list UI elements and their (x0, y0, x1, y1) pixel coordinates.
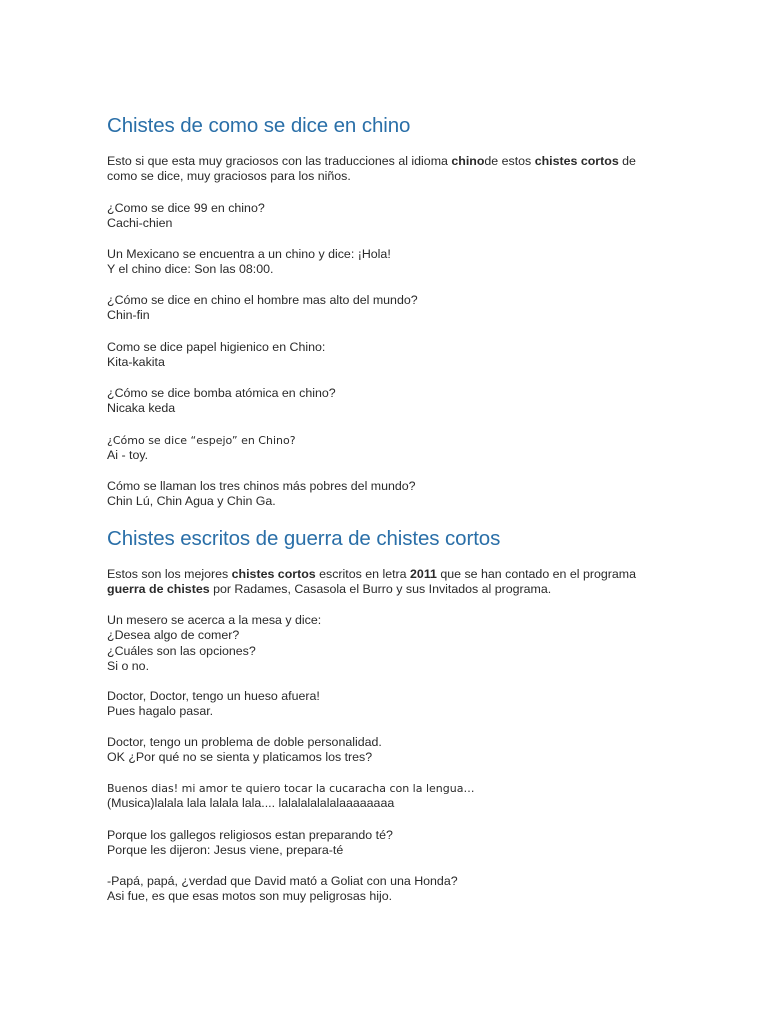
joke (107, 613, 667, 675)
joke-answer: Chin Lú, Chin Agua y Chin Ga. (107, 494, 276, 509)
joke (107, 689, 667, 720)
joke (107, 433, 667, 464)
joke-line: Asi fue, es que esas motos son muy peligrosas hijo. (107, 889, 393, 904)
joke-line: Porque les dijeron: Jesus viene, prepara-té (107, 843, 344, 858)
joke (107, 340, 667, 371)
joke-line: ¿Desea algo de comer? (107, 628, 240, 643)
joke-answer: Cachi-chien (107, 216, 173, 231)
joke (107, 247, 667, 278)
bold-term: chistes cortos (534, 154, 619, 168)
joke-line: Doctor, tengo un problema de doble personalidad. (107, 735, 382, 749)
intro-text: por Radames, Casasola el Burro y sus Invitados al programa. (209, 582, 552, 597)
joke-answer: Chin-fin (107, 308, 150, 323)
intro-text: escritos en letra (315, 567, 411, 581)
bold-term: guerra de chistes (107, 582, 210, 597)
joke-answer: Kita-kakita (107, 355, 165, 370)
joke-line: ¿Cuáles son las opciones? (107, 643, 256, 658)
joke (107, 386, 667, 417)
joke-answer: Nicaka keda (107, 401, 176, 416)
joke-line: Pues hagalo pasar. (107, 704, 214, 719)
joke-question: ¿Cómo se dice en chino el hombre mas alto del mundo? (107, 293, 418, 307)
joke-line: -Papá, papá, ¿verdad que David mató a Goliat con una Honda? (107, 874, 458, 888)
joke-line: Buenos dias! mi amor te quiero tocar la cucaracha con la lengua… (107, 782, 475, 795)
joke (107, 874, 667, 905)
bold-term: chistes cortos (231, 567, 316, 581)
intro-text: que se han contado en el programa (436, 567, 637, 581)
bold-term: chino (451, 154, 485, 168)
intro-paragraph (107, 154, 667, 185)
joke (107, 479, 667, 510)
joke-line: Si o no. (107, 659, 150, 674)
section-title: Chistes de como se dice en chino (107, 114, 411, 137)
joke-line: (Musica)lalala lala lalala lala.... lalalalalalalaaaaaaaa (107, 796, 395, 811)
joke-question: Como se dice papel higienico en Chino: (107, 340, 326, 354)
joke-answer: Y el chino dice: Son las 08:00. (107, 262, 274, 277)
joke-line: Un mesero se acerca a la mesa y dice: (107, 613, 322, 627)
intro-text: de como se dice, muy graciosos para los niños. (107, 154, 636, 184)
joke-question: Un Mexicano se encuentra a un chino y dice: ¡Hola! (107, 247, 391, 261)
joke-line: Doctor, Doctor, tengo un hueso afuera! (107, 689, 320, 703)
intro-text: de estos (484, 154, 535, 168)
joke-question: ¿Cómo se dice “espejo” en Chino? (107, 434, 296, 447)
joke-question: ¿Como se dice 99 en chino? (107, 201, 265, 215)
joke-question: Cómo se llaman los tres chinos más pobres del mundo? (107, 479, 416, 493)
joke-question: ¿Cómo se dice bomba atómica en chino? (107, 386, 336, 400)
intro-text: Estos son los mejores (107, 567, 232, 581)
intro-text: Esto si que esta muy graciosos con las traducciones al idioma (107, 154, 452, 168)
section-title: Chistes escritos de guerra de chistes cortos (107, 527, 501, 550)
bold-term: 2011 (410, 567, 437, 581)
joke-line: OK ¿Por qué no se sienta y platicamos los tres? (107, 750, 373, 765)
intro-paragraph (107, 567, 667, 598)
joke (107, 735, 667, 766)
joke (107, 201, 667, 232)
joke (107, 293, 667, 324)
joke-answer: Ai - toy. (107, 448, 149, 463)
joke (107, 781, 667, 812)
joke-line: Porque los gallegos religiosos estan preparando té? (107, 828, 393, 842)
joke (107, 828, 667, 859)
